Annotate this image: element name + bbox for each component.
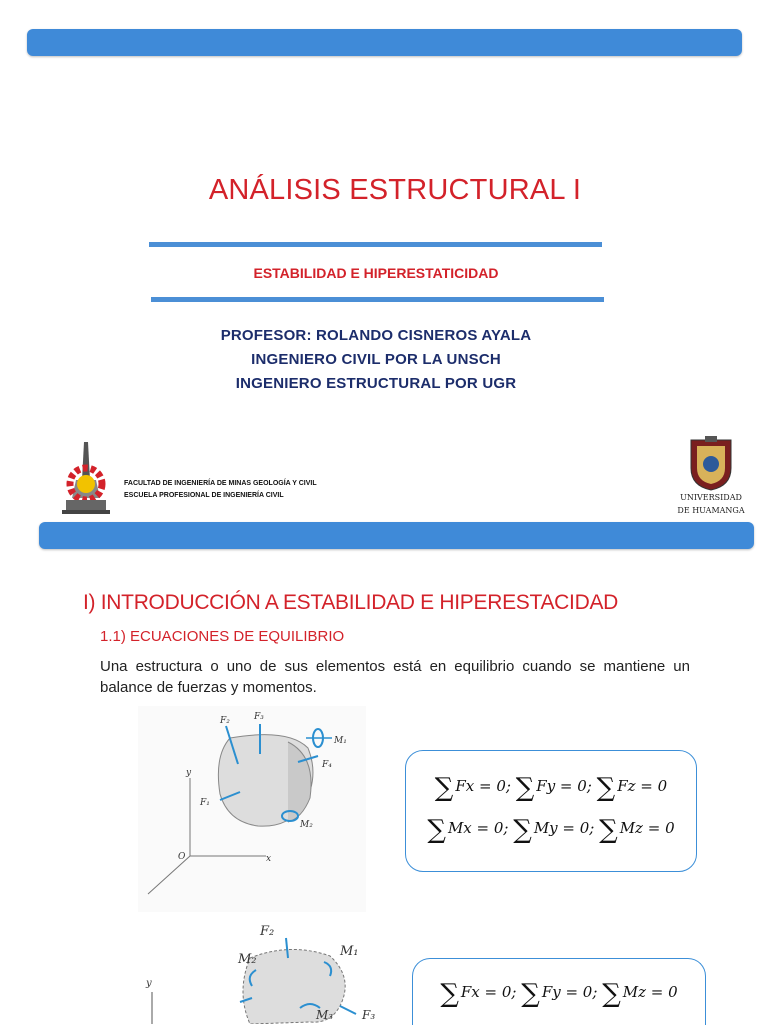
professor-degree-1: INGENIERO CIVIL POR LA UNSCH — [251, 351, 501, 368]
label-f2-2d: F₂ — [260, 924, 275, 939]
subsection-title: 1.1) ECUACIONES DE EQUILIBRIO — [100, 628, 345, 645]
equations-3d-box — [405, 750, 697, 872]
label-m2-2d: M₂ — [238, 952, 257, 967]
equations-2d-box — [412, 958, 706, 1025]
label-f3: F₃ — [254, 712, 264, 722]
slide-title: ANÁLISIS ESTRUCTURAL I — [208, 174, 582, 206]
section-title: I) INTRODUCCIÓN A ESTABILIDAD E HIPERESTACIDAD — [83, 591, 619, 614]
equation-2d: ∑ Fx = 0; ∑ Fy = 0; ∑ Mz = 0 — [440, 979, 678, 1009]
label-f4: F₄ — [322, 760, 332, 770]
label-y-2d: y — [146, 978, 152, 989]
faculty-name: FACULTAD DE INGENIERÍA DE MINAS GEOLOGÍA Y CIVIL — [124, 480, 317, 487]
faculty-logo — [58, 440, 116, 520]
label-x: x — [266, 854, 272, 864]
diagram-3d-graphic — [138, 706, 366, 912]
university-logo-text: UNIVERSIDAD DE HUAMANGA — [672, 494, 750, 523]
professor-degree-2: INGENIERO ESTRUCTURAL POR UGR — [235, 375, 517, 392]
bottom-banner — [39, 522, 754, 549]
professor-name: PROFESOR: ROLANDO CISNEROS AYALA — [220, 327, 532, 344]
school-name: ESCUELA PROFESIONAL DE INGENIERÍA CIVIL — [124, 492, 284, 499]
label-m1-2d: M₁ — [340, 944, 359, 959]
label-f1: F₁ — [200, 798, 210, 808]
equation-moments-3d: ∑ Mx = 0; ∑ My = 0; ∑ Mz = 0 — [427, 815, 675, 845]
label-f2: F₂ — [220, 716, 230, 726]
label-origin: O — [178, 852, 186, 862]
university-crest — [683, 434, 739, 492]
top-banner — [27, 29, 742, 56]
intro-paragraph: Una estructura o uno de sus elementos está en equilibrio cuando se mantiene un balance de fuerzas y momentos. — [100, 658, 690, 696]
slide-subtitle: ESTABILIDAD E HIPERESTATICIDAD — [253, 265, 499, 281]
label-m1: M₁ — [334, 736, 347, 746]
diagram-2d-body — [140, 922, 390, 1024]
label-f3-2d: F₃ — [362, 1008, 376, 1022]
divider-bottom — [151, 297, 604, 302]
label-m2: M₂ — [300, 820, 313, 830]
equation-forces-3d: ∑ Fx = 0; ∑ Fy = 0; ∑ Fz = 0 — [434, 773, 668, 803]
label-y: y — [186, 768, 192, 778]
diagram-3d-body — [138, 706, 366, 912]
divider-top — [149, 242, 602, 247]
label-m3-2d: M₃ — [316, 1008, 334, 1022]
